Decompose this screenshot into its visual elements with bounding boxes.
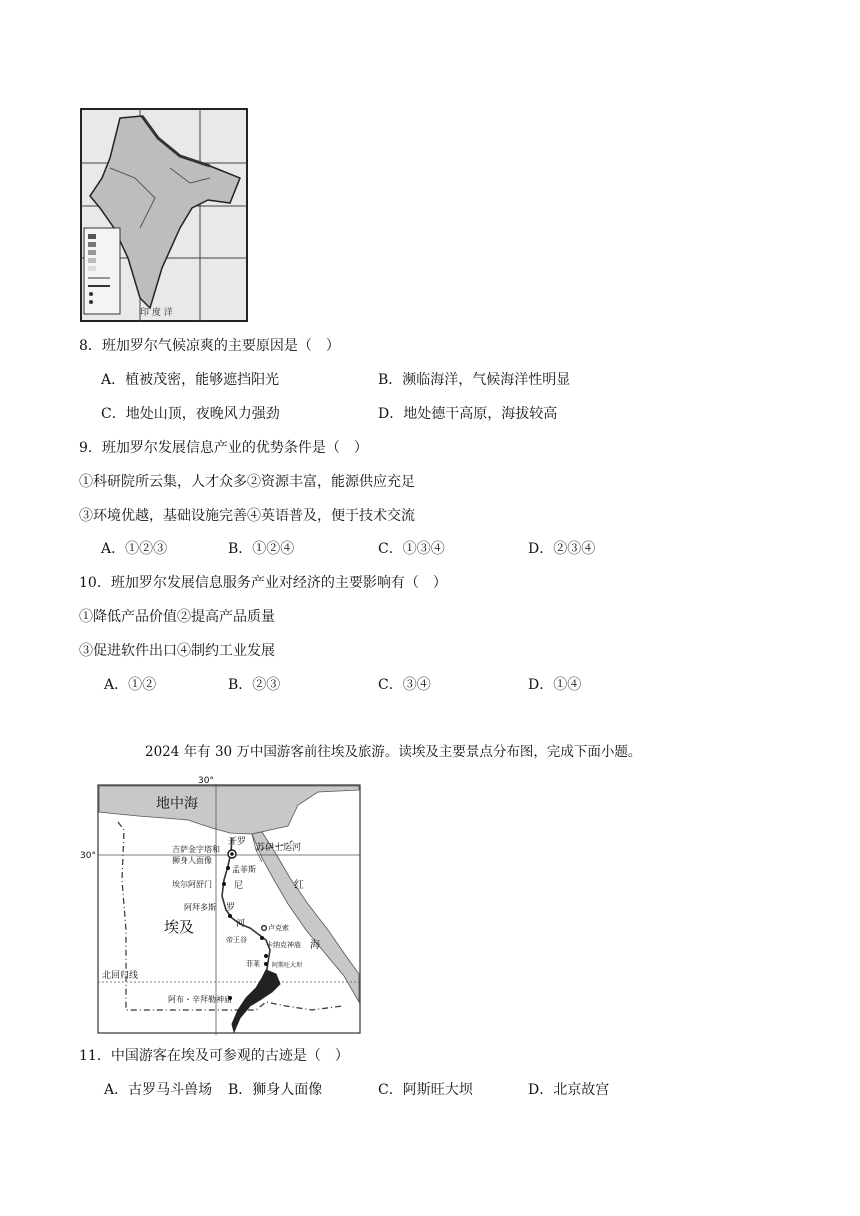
q11-option-a[interactable]: A．古罗马斗兽场 bbox=[104, 1082, 213, 1098]
egypt-map-cairo-label: 开罗 bbox=[228, 837, 247, 847]
q9-stem: 9．班加罗尔发展信息产业的优势条件是（ ） bbox=[79, 440, 368, 456]
india-map-svg bbox=[80, 108, 248, 322]
egypt-map-giza-label-1: 吉萨金字塔和 bbox=[172, 845, 220, 854]
q9-option-b[interactable]: B．①②④ bbox=[228, 541, 295, 557]
egypt-map-country-label: 埃及 bbox=[164, 918, 195, 936]
q11-stem: 11．中国游客在埃及可参观的古迹是（ ） bbox=[79, 1048, 349, 1064]
q8-option-a[interactable]: A．植被茂密，能够遮挡阳光 bbox=[101, 372, 280, 388]
egypt-map-nile-label-1: 尼 bbox=[234, 881, 244, 891]
egypt-map-giza-label-2: 狮身人面像 bbox=[172, 856, 212, 865]
q9-option-c[interactable]: C．①③④ bbox=[378, 541, 445, 557]
q10-option-d[interactable]: D．①④ bbox=[528, 677, 582, 693]
india-map-sea-label: 印 度 洋 bbox=[140, 308, 173, 318]
egypt-map-abu-label: 阿布・辛拜勒神庙 bbox=[168, 995, 232, 1004]
q10-option-c[interactable]: C．③④ bbox=[378, 677, 431, 693]
q10-statement-1: ①降低产品价值②提高产品质量 bbox=[79, 609, 275, 625]
q10-option-b[interactable]: B．②③ bbox=[228, 677, 281, 693]
q10-stem: 10．班加罗尔发展信息服务产业对经济的主要影响有（ ） bbox=[79, 575, 447, 591]
egypt-map-red-sea-label-2: 海 bbox=[310, 940, 320, 951]
q11-option-b[interactable]: B．狮身人面像 bbox=[228, 1082, 323, 1098]
q10-option-a[interactable]: A．①② bbox=[104, 677, 157, 693]
egypt-map-lon-label: 30° bbox=[198, 776, 214, 786]
q11-option-c[interactable]: C．阿斯旺大坝 bbox=[378, 1082, 473, 1098]
egypt-map-red-sea-label-1: 红 bbox=[294, 880, 304, 891]
egypt-map-philae-label: 菲莱 bbox=[246, 960, 260, 968]
egypt-map-svg bbox=[80, 770, 365, 1036]
egypt-map-aswan-label: 阿斯旺大坝 bbox=[272, 962, 303, 969]
egypt-map-nile-label-3: 河 bbox=[236, 919, 246, 929]
egypt-map-lat-label: 30° bbox=[80, 851, 96, 861]
egypt-map-valley-label: 帝王谷 bbox=[226, 936, 247, 944]
egypt-map-sea-label: 地中海 bbox=[156, 796, 198, 812]
egypt-map-nile-label-2: 罗 bbox=[226, 903, 236, 913]
q8-option-b[interactable]: B．濒临海洋，气候海洋性明显 bbox=[378, 372, 571, 388]
q8-option-c[interactable]: C．地处山顶，夜晚风力强劲 bbox=[101, 406, 280, 422]
q8-stem: 8．班加罗尔气候凉爽的主要原因是（ ） bbox=[79, 338, 340, 354]
egypt-map-karnak-label: 卡纳克神庙 bbox=[266, 941, 301, 949]
egypt-map-luxor-label: 卢克索 bbox=[268, 924, 289, 932]
egypt-map-abydos-label: 阿拜多斯 bbox=[184, 903, 216, 912]
india-map bbox=[80, 108, 248, 322]
egypt-map-tropic-label: 北回归线 bbox=[102, 971, 139, 981]
egypt-map-memphis-label: 孟菲斯 bbox=[232, 865, 256, 874]
q10-statement-2: ③促进软件出口④制约工业发展 bbox=[79, 643, 275, 659]
q9-statement-2: ③环境优越，基础设施完善④英语普及，便于技术交流 bbox=[79, 508, 415, 524]
q11-option-d[interactable]: D．北京故宫 bbox=[528, 1082, 610, 1098]
egypt-intro-text: 2024 年有 30 万中国游客前往埃及旅游。读埃及主要景点分布图，完成下面小题。 bbox=[145, 744, 642, 760]
egypt-map bbox=[80, 770, 365, 1036]
q8-option-d[interactable]: D．地处德干高原，海拔较高 bbox=[378, 406, 558, 422]
q9-statement-1: ①科研院所云集，人才众多②资源丰富，能源供应充足 bbox=[79, 474, 415, 490]
egypt-map-suez-label: 苏伊士运河 bbox=[256, 843, 302, 853]
q9-option-d[interactable]: D．②③④ bbox=[528, 541, 596, 557]
q9-option-a[interactable]: A．①②③ bbox=[101, 541, 168, 557]
egypt-map-amarna-label: 埃尔阿舒门 bbox=[172, 880, 212, 889]
